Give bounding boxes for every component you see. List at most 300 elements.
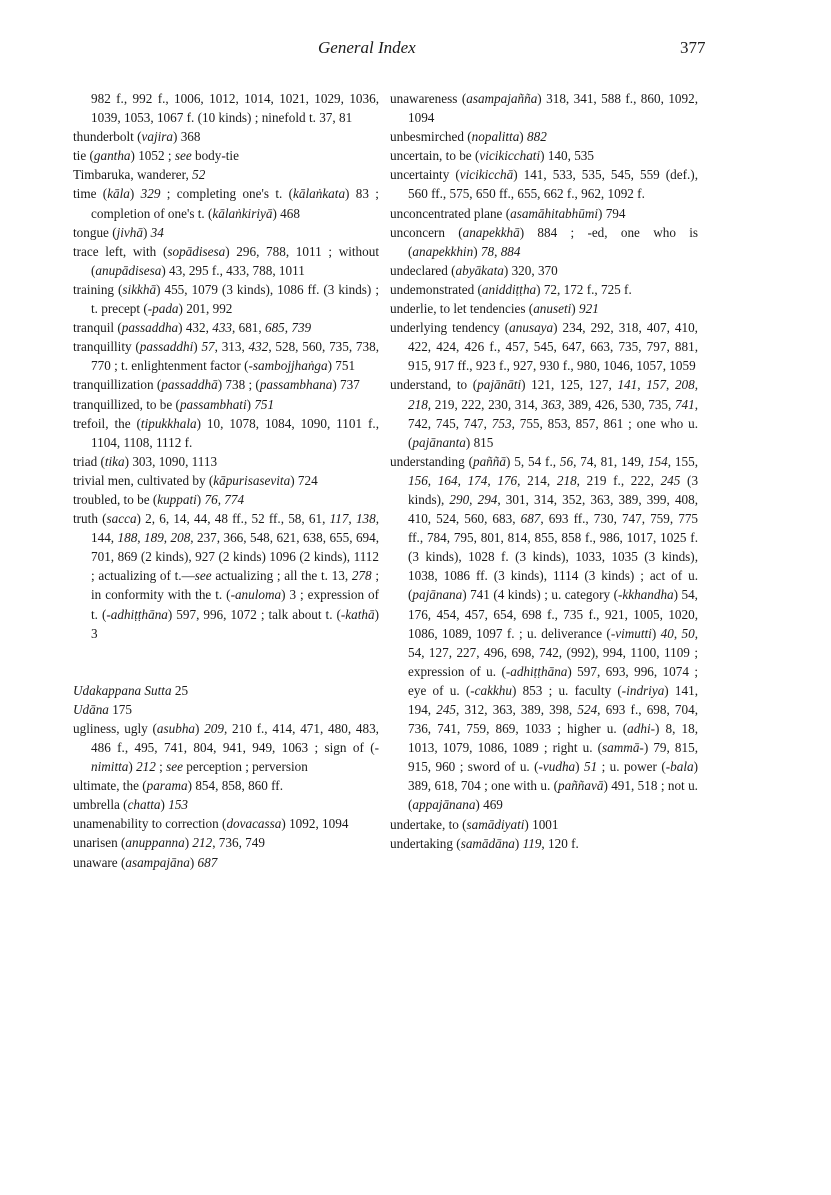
entry-text: tranquillity ( xyxy=(73,339,140,355)
entry-term-italic: Udakappana Sutta xyxy=(73,682,172,698)
entry-term-italic: paññavā xyxy=(558,778,604,794)
entry-term-italic: 34 xyxy=(150,224,164,240)
entry-text: , 74, 81, 149, xyxy=(573,453,648,469)
entry-term-italic: 138 xyxy=(355,511,376,527)
entry-term-italic: -kathā xyxy=(340,606,375,622)
entry-term-italic: pajānana xyxy=(412,587,463,603)
entry-term-italic: 157 xyxy=(646,377,666,393)
index-entry xyxy=(390,204,698,223)
entry-text: , 214, xyxy=(517,472,557,488)
entry-term-italic: tipukkhala xyxy=(140,415,197,431)
entry-term-italic: abyākata xyxy=(455,262,504,278)
entry-text: , 693 ff., 730, 747, 759, 775 ff., 784, 795, 801, 814, 855, 858 f., 986, 1017, 1025 f. (3 kinds), 1028 f. (3 kinds), 1033, 1035 (3 kinds), 1038, 1086 ff. (3 kinds), 1114 (3 kinds) ; act of u. ( xyxy=(408,511,699,603)
running-title: General Index xyxy=(318,38,416,57)
entry-text: ) 43, 295 f., 433, 788, 1011 xyxy=(161,262,305,278)
entry-text: thunderbolt ( xyxy=(73,129,142,145)
entry-term-italic: appajānana xyxy=(412,797,476,813)
entry-text: underlie, to let tendencies ( xyxy=(390,301,534,317)
entry-text: ) 54, 176, 454, 457, 654, 698 f., 735 f., 921, 1005, 1020, 1086, 1089, 1097 f. ; u. deliverance ( xyxy=(408,587,698,641)
entry-term-italic: 290 xyxy=(449,491,470,507)
index-entry xyxy=(73,814,379,833)
index-entry xyxy=(73,471,379,490)
entry-term-italic: 76 xyxy=(204,491,218,507)
entry-text: , 237, 366, 548, 621, 638, 655, 694, 701, 869 (2 kinds), 927 (2 kinds) 1096 (2 kinds), 1112 ; actualizing of t.— xyxy=(91,530,380,584)
entry-text: ; completing one's t. ( xyxy=(160,186,294,202)
index-entry xyxy=(390,223,698,261)
page-number: 377 xyxy=(680,38,706,57)
entry-text: , xyxy=(469,491,478,507)
entry-text: ) 296, 788, 1011 ; without ( xyxy=(91,243,379,278)
entry-text: ) 1092, 1094 xyxy=(281,816,349,832)
index-entry xyxy=(73,223,379,242)
entry-text: , 313, xyxy=(214,339,249,355)
entry-term-italic: passambhati xyxy=(179,396,247,412)
entry-term-italic: paññā xyxy=(472,453,506,469)
entry-text: ) xyxy=(129,186,141,202)
entry-term-italic: aniddiṭṭha xyxy=(481,281,537,297)
entry-text: , 120 f. xyxy=(541,835,579,851)
entry-term-italic: 188 xyxy=(117,530,138,546)
entry-term-italic: 52 xyxy=(192,167,206,183)
entry-term-italic: 741 xyxy=(674,396,695,412)
index-entry xyxy=(73,719,379,776)
entry-term-italic: see xyxy=(174,148,192,164)
entry-term-italic: 245 xyxy=(660,472,681,488)
entry-term-italic: kālaṅkiriyā xyxy=(212,205,273,221)
entry-text: underlying tendency ( xyxy=(390,320,510,336)
index-entry xyxy=(73,318,379,337)
entry-text: ) 141, 194, xyxy=(408,682,698,717)
entry-text: ) 83 ; completion of one's t. ( xyxy=(91,186,379,221)
index-entry xyxy=(390,127,698,146)
entry-text: ) 8, 18, 1013, 1079, 1086, 1089 ; right u. ( xyxy=(408,721,698,756)
entry-text: ) xyxy=(514,835,523,851)
entry-text: (3 kinds), xyxy=(408,472,699,507)
entry-text: uncertainty ( xyxy=(390,167,460,183)
entry-term-italic: 212 xyxy=(136,759,156,775)
entry-term-italic: samādāna xyxy=(460,835,515,851)
entry-text: , xyxy=(694,377,699,393)
entry-text: trace left, with ( xyxy=(73,243,168,259)
page-header xyxy=(0,38,831,62)
entry-text: , 144, xyxy=(91,511,380,546)
entry-text: ) 368 xyxy=(173,129,201,145)
entry-term-italic: gantha xyxy=(93,148,131,164)
entry-term-italic: 141 xyxy=(617,377,638,393)
entry-term-italic: 685 xyxy=(264,320,285,336)
index-entry xyxy=(390,318,698,375)
entry-text: understand, to ( xyxy=(390,377,478,393)
entry-term-italic: 433 xyxy=(212,320,232,336)
entry-text: ) xyxy=(193,339,202,355)
entry-term-italic: anuppanna xyxy=(125,835,185,851)
entry-term-italic: see xyxy=(194,568,212,584)
entry-text: , xyxy=(673,625,682,641)
entry-term-italic: 739 xyxy=(291,320,312,336)
index-entry xyxy=(73,452,379,471)
entry-text: , xyxy=(348,511,356,527)
entry-text: , xyxy=(665,377,675,393)
entry-text: , 301, 314, 352, 363, 389, 399, 408, 410, 524, 560, 683, xyxy=(408,491,699,527)
entry-text: tranquil ( xyxy=(73,320,122,336)
entry-text: tongue ( xyxy=(73,224,117,240)
entry-term-italic: -vudha xyxy=(538,759,576,775)
entry-term-italic: 209 xyxy=(204,720,224,736)
entry-text: ) 2, 6, 14, 44, 48 ff., 52 ff., 58, 61, xyxy=(136,511,330,527)
section-gap xyxy=(73,643,379,681)
entry-text: trivial men, cultivated by ( xyxy=(73,472,214,488)
entry-text: ) 468 xyxy=(272,205,300,221)
index-entry xyxy=(390,89,698,127)
entry-term-italic: 751 xyxy=(254,396,275,412)
entry-text: ) 469 xyxy=(475,797,503,813)
entry-term-italic: 50 xyxy=(681,625,695,641)
entry-term-italic: -anuloma xyxy=(230,587,282,603)
entry-term-italic: 753 xyxy=(491,415,512,431)
entry-text: ) 815 xyxy=(465,434,494,450)
entry-text: ) 751 xyxy=(327,358,356,374)
index-entry xyxy=(73,490,379,509)
entry-text: , xyxy=(637,377,647,393)
entry-term-italic: passaddhi xyxy=(139,339,194,355)
entry-term-italic: vicikicchati xyxy=(479,148,541,164)
entry-term-italic: 882 xyxy=(527,129,547,145)
entry-term-italic: asampajañña xyxy=(466,91,538,106)
entry-text: ) xyxy=(196,491,205,507)
entry-term-italic: asampajāna xyxy=(125,854,190,870)
entry-text: ) xyxy=(128,759,137,775)
entry-term-italic: sopādisesa xyxy=(167,243,226,259)
index-entry xyxy=(73,681,379,700)
entry-text: ) xyxy=(160,797,169,813)
entry-text: ultimate, the ( xyxy=(73,778,147,794)
entry-term-italic: -nimitta xyxy=(91,740,379,775)
entry-text: ) 794 xyxy=(598,205,626,221)
entry-term-italic: 212 xyxy=(192,835,213,851)
entry-term-italic: 156 xyxy=(408,472,428,488)
entry-text: , xyxy=(457,472,468,488)
entry-text: , 219, 222, 230, 314, xyxy=(427,396,542,412)
index-entry xyxy=(390,261,698,280)
entry-term-italic: 57 xyxy=(201,339,215,355)
entry-text: ) 10, 1078, 1084, 1090, 1101 f., 1104, 1108, 1112 f. xyxy=(91,415,379,450)
entry-term-italic: see xyxy=(166,759,183,775)
entry-text: undemonstrated ( xyxy=(390,281,482,297)
entry-term-italic: 174 xyxy=(467,472,488,488)
entry-text: perception ; perversion xyxy=(182,759,308,775)
entry-term-italic: -sambojjhaṅga xyxy=(248,358,328,374)
entry-text: ) 234, 292, 318, 407, 410, 422, 424, 426 f., 457, 545, 647, 663, 735, 797, 881, 915, 917 ff., 923 f., 927, 930 f., 980, 1046, 1057, 1059 xyxy=(408,320,698,374)
entry-term-italic: 363 xyxy=(541,396,562,412)
entry-text: trefoil, the ( xyxy=(73,415,141,431)
entry-term-italic: sikkhā xyxy=(122,281,157,297)
entry-text: ) 72, 172 f., 725 f. xyxy=(536,281,632,297)
entry-term-italic: 294 xyxy=(477,491,498,507)
entry-term-italic: 153 xyxy=(168,797,189,813)
index-entry xyxy=(73,242,379,280)
entry-text: ) 303, 1090, 1113 xyxy=(124,453,218,469)
index-entry xyxy=(73,509,379,643)
entry-term-italic: 40 xyxy=(660,625,674,641)
entry-text: unconcern ( xyxy=(390,224,463,240)
entry-term-italic: samādiyati xyxy=(466,816,525,832)
entry-text: ) xyxy=(189,854,198,870)
entry-term-italic: -pada xyxy=(147,301,179,317)
index-entry-continuation xyxy=(73,89,379,127)
index-entry xyxy=(390,815,698,834)
entry-term-italic: 164 xyxy=(437,472,458,488)
entry-text: , 742, 745, 747, xyxy=(408,396,699,431)
entry-term-italic: passambhana xyxy=(259,377,333,393)
entry-term-italic: dovacassa xyxy=(226,816,282,832)
entry-text: undertaking ( xyxy=(390,835,461,851)
entry-term-italic: 278 xyxy=(351,568,372,584)
entry-term-italic: anuseti xyxy=(533,301,572,317)
entry-term-italic: 117 xyxy=(329,511,349,527)
entry-text: triad ( xyxy=(73,453,105,469)
entry-text: troubled, to be ( xyxy=(73,491,158,507)
entry-term-italic: anusaya xyxy=(509,320,554,336)
entry-term-italic: 51 xyxy=(583,759,598,775)
entry-term-italic: kāla xyxy=(107,186,130,202)
entry-term-italic: anapekkhā xyxy=(462,224,520,240)
entry-text: ) 3 xyxy=(91,606,380,641)
entry-text: ; xyxy=(155,759,167,775)
entry-term-italic: 154 xyxy=(647,453,668,469)
entry-text: ; in conformity with the t. ( xyxy=(91,568,379,603)
entry-text: ) 389, 618, 704 ; one with u. ( xyxy=(408,759,698,794)
entry-text: unbesmirched ( xyxy=(390,129,472,145)
index-entry xyxy=(73,165,379,184)
entry-text: ; u. power ( xyxy=(597,759,666,775)
entry-term-italic: vicikicchā xyxy=(459,167,514,183)
entry-text: training ( xyxy=(73,281,123,297)
index-entry xyxy=(73,146,379,165)
entry-term-italic: 329 xyxy=(140,186,161,202)
entry-text: ) xyxy=(571,301,579,317)
entry-text: understanding ( xyxy=(390,453,473,469)
entry-text: ) 432, xyxy=(178,320,213,336)
entry-term-italic: 884 xyxy=(500,243,521,259)
entry-text: ) 741 (4 kinds) ; u. category ( xyxy=(462,587,618,603)
entry-term-italic: nopalitta xyxy=(471,129,520,145)
entry-text: ) xyxy=(142,224,151,240)
entry-text: , 210 f., 414, 471, 480, 483, 486 f., 495, 741, 804, 941, 949, 1063 ; sign of ( xyxy=(91,720,379,755)
entry-text: Timbaruka, wanderer, xyxy=(73,167,193,183)
entry-term-italic: anapekkhin xyxy=(412,243,474,259)
entry-text: ) 79, 815, 915, 960 ; sword of u. ( xyxy=(408,740,698,775)
entry-term-italic: 245 xyxy=(436,702,457,717)
entry-term-italic: pajānāti xyxy=(477,377,522,393)
entry-text: ) xyxy=(473,243,481,259)
entry-term-italic: jivhā xyxy=(116,224,143,240)
entry-text: ugliness, ugly ( xyxy=(73,720,157,736)
entry-term-italic: vajira xyxy=(141,129,174,145)
entry-text: ) 597, 693, 996, 1074 ; eye of u. ( xyxy=(408,663,698,698)
entry-text: ) 1052 ; xyxy=(130,148,175,164)
entry-term-italic: 208 xyxy=(674,377,695,393)
entry-term-italic: -adhiṭṭhāna xyxy=(106,606,168,622)
index-entry xyxy=(73,127,379,146)
entry-text: unawareness ( xyxy=(390,91,467,106)
entry-term-italic: adhi- xyxy=(627,721,656,737)
entry-text: , xyxy=(137,530,144,546)
entry-text: time ( xyxy=(73,186,108,202)
entry-text: 25 xyxy=(171,682,189,698)
entry-term-italic: 208 xyxy=(170,530,191,546)
entry-term-italic: Udāna xyxy=(73,701,109,717)
entry-term-italic: pajānanta xyxy=(412,434,466,450)
entry-text: , xyxy=(217,491,225,507)
entry-text: tie ( xyxy=(73,148,94,164)
index-entry xyxy=(390,834,698,853)
entry-term-italic: 56 xyxy=(559,453,574,469)
entry-term-italic: passaddhā xyxy=(161,377,218,393)
entry-term-italic: chatta xyxy=(127,797,161,813)
entry-text: , 736, 749 xyxy=(212,835,265,851)
entry-term-italic: -bala xyxy=(665,759,694,775)
entry-text: tranquillized, to be ( xyxy=(73,396,180,412)
entry-term-italic: asubha xyxy=(156,720,196,736)
entry-text: uncertain, to be ( xyxy=(390,148,480,164)
entry-text: ) 455, 1079 (3 kinds), 1086 ff. (3 kinds) ; t. precept ( xyxy=(91,281,379,317)
entry-text: , 681, xyxy=(232,320,265,336)
entry-text: ) xyxy=(195,720,205,736)
index-column-left xyxy=(73,89,379,872)
index-entry xyxy=(73,853,379,872)
entry-term-italic: asamāhitabhūmi xyxy=(510,205,599,221)
entry-text: ) 737 xyxy=(332,377,360,393)
entry-term-italic: passaddha xyxy=(121,320,179,336)
entry-term-italic: 774 xyxy=(224,491,245,507)
entry-term-italic: 524 xyxy=(577,702,598,717)
index-entry xyxy=(390,165,698,203)
index-entry xyxy=(73,375,379,394)
entry-term-italic: kālaṅkata xyxy=(293,186,346,202)
entry-term-italic: -adhiṭṭhāna xyxy=(505,663,568,679)
index-entry xyxy=(73,184,379,222)
entry-text: , 755, 853, 857, 861 ; one who u. ( xyxy=(408,415,699,450)
entry-term-italic: -cakkhu xyxy=(470,682,512,698)
entry-term-italic: 432 xyxy=(248,339,269,355)
entry-text: ) 884 ; -ed, one who is ( xyxy=(408,224,698,259)
entry-text: ) 121, 125, 127, xyxy=(521,377,618,393)
entry-term-italic: kāpurisasevita xyxy=(213,472,291,488)
entry-text: ) 140, 535 xyxy=(540,148,594,164)
entry-text: , 155, xyxy=(667,453,699,469)
index-entry xyxy=(73,833,379,852)
entry-text: , xyxy=(284,320,292,336)
entry-text: truth ( xyxy=(73,511,107,527)
entry-term-italic: -vimutti xyxy=(610,625,652,641)
index-entry xyxy=(390,280,698,299)
entry-text: ) 5, 54 f., xyxy=(505,453,560,469)
entry-text: unconcentrated plane ( xyxy=(390,205,511,221)
index-entry xyxy=(390,299,698,318)
entry-text: ) 491, 518 ; not u. ( xyxy=(408,778,698,813)
entry-term-italic: 119 xyxy=(522,835,542,851)
entry-text: ) xyxy=(575,759,584,775)
entry-text: undeclared ( xyxy=(390,262,456,278)
index-entry xyxy=(73,280,379,318)
entry-text: undertake, to ( xyxy=(390,816,467,832)
index-entry xyxy=(73,700,379,719)
index-entry xyxy=(73,395,379,414)
index-entry xyxy=(390,452,698,815)
entry-term-italic: sacca xyxy=(106,511,137,527)
index-entry xyxy=(73,337,379,375)
entry-text: , 54, 127, 227, 496, 698, 742, (992), 994, 1100, 1109 ; expression of u. ( xyxy=(408,625,698,679)
entry-text: , 219 f., 222, xyxy=(576,472,661,488)
entry-text: ) 738 ; ( xyxy=(217,377,260,393)
entry-text: , xyxy=(163,530,171,546)
index-column-right xyxy=(390,89,698,853)
entry-text: ) 597, 996, 1072 ; talk about t. ( xyxy=(167,606,341,622)
entry-term-italic: 921 xyxy=(579,301,599,317)
entry-term-italic: 218 xyxy=(408,396,428,412)
entry-term-italic: anupādisesa xyxy=(95,262,162,278)
entry-term-italic: sammā- xyxy=(602,740,644,756)
entry-text: ) 3 ; expression of t. ( xyxy=(91,587,379,622)
entry-text: ) xyxy=(651,625,661,641)
entry-text: unarisen ( xyxy=(73,835,126,851)
index-entry xyxy=(73,795,379,814)
entry-term-italic: -indriya xyxy=(621,682,665,698)
entry-term-italic: 687 xyxy=(197,854,218,870)
entry-text: umbrella ( xyxy=(73,797,128,813)
entry-text: ) 853 ; u. faculty ( xyxy=(511,682,622,698)
entry-text: ) 1001 xyxy=(524,816,559,832)
entry-text: unamenability to correction ( xyxy=(73,816,227,832)
entry-term-italic: tika xyxy=(104,453,125,469)
entry-text: ) 141, 533, 535, 545, 559 (def.), 560 ff., 575, 650 ff., 655, 662 f., 962, 1092 f. xyxy=(408,167,698,202)
entry-text: ) 724 xyxy=(290,472,318,488)
entry-term-italic: 189 xyxy=(144,530,164,546)
entry-text: unaware ( xyxy=(73,854,126,870)
entry-term-italic: 218 xyxy=(556,472,577,488)
entry-term-italic: 687 xyxy=(520,511,541,527)
entry-text: ) 854, 858, 860 ff. xyxy=(187,778,283,794)
index-entry xyxy=(73,776,379,795)
index-entry xyxy=(390,375,698,451)
index-entry xyxy=(390,146,698,165)
entry-text: , 389, 426, 530, 735, xyxy=(561,396,675,412)
entry-term-italic: -kkhandha xyxy=(617,587,674,603)
entry-text: ) 318, 341, 588 f., 860, 1092, 1094 xyxy=(408,91,698,126)
entry-text: ) xyxy=(246,396,255,412)
entry-text: ) xyxy=(519,129,527,145)
entry-text: tranquillization ( xyxy=(73,377,162,393)
entry-text: , 693 f., 698, 704, 736, 741, 759, 869, 1033 ; higher u. ( xyxy=(408,702,698,737)
entry-text: , 312, 363, 389, 398, xyxy=(456,702,578,717)
entry-text: ) xyxy=(184,835,193,851)
entry-text: actualizing ; all the t. 13, xyxy=(211,568,352,584)
entry-term-italic: parama xyxy=(146,778,188,794)
entry-text: ) 320, 370 xyxy=(503,262,558,278)
entry-text: 175 xyxy=(108,701,132,717)
entry-term-italic: 78 xyxy=(480,243,495,259)
entry-term-italic: 176 xyxy=(497,472,518,488)
index-entry xyxy=(73,414,379,452)
entry-text: body-tie xyxy=(191,148,239,164)
entry-text: , 528, 560, 735, 738, 770 ; t. enlightenment factor ( xyxy=(91,339,380,374)
entry-text: 982 f., 992 f., 1006, 1012, 1014, 1021, 1029, 1036, 1039, 1053, 1067 f. (10 kinds) ; ninefold t. 37, 81 xyxy=(91,91,379,126)
entry-text: , xyxy=(494,243,501,259)
entry-text: , xyxy=(427,472,438,488)
entry-text: , xyxy=(487,472,498,488)
entry-text: ) 201, 992 xyxy=(178,301,233,317)
entry-term-italic: kuppati xyxy=(157,491,197,507)
